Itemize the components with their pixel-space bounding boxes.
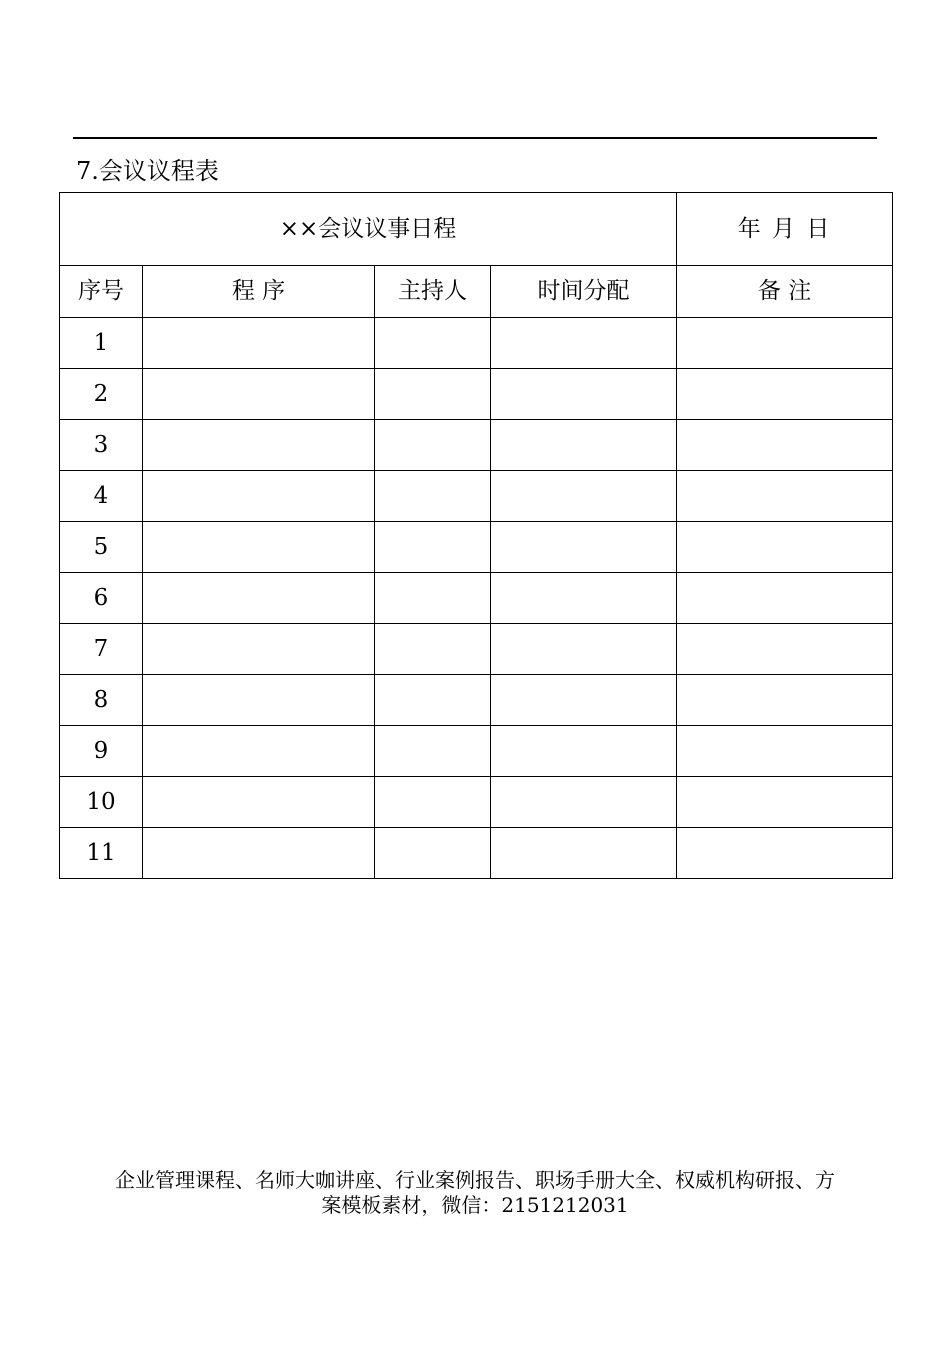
cell-remarks[interactable] xyxy=(677,420,893,471)
cell-host[interactable] xyxy=(375,828,491,879)
cell-seq: 8 xyxy=(60,675,143,726)
cell-time-allocation[interactable] xyxy=(491,624,677,675)
cell-remarks[interactable] xyxy=(677,318,893,369)
header-rule xyxy=(73,137,877,139)
table-row xyxy=(60,777,893,828)
cell-procedure[interactable] xyxy=(143,777,375,828)
cell-remarks[interactable] xyxy=(677,471,893,522)
header-host: 主持人 xyxy=(375,266,491,318)
cell-time-allocation[interactable] xyxy=(491,675,677,726)
cell-seq: 9 xyxy=(60,726,143,777)
table-row xyxy=(60,318,893,369)
cell-time-allocation[interactable] xyxy=(491,777,677,828)
cell-time-allocation[interactable] xyxy=(491,318,677,369)
header-time-allocation: 时间分配 xyxy=(491,266,677,318)
cell-procedure[interactable] xyxy=(143,828,375,879)
cell-host[interactable] xyxy=(375,318,491,369)
cell-host[interactable] xyxy=(375,624,491,675)
cell-seq: 7 xyxy=(60,624,143,675)
cell-seq: 4 xyxy=(60,471,143,522)
cell-host[interactable] xyxy=(375,726,491,777)
footer-line-1: 企业管理课程、名师大咖讲座、行业案例报告、职场手册大全、权威机构研报、方 xyxy=(115,1168,835,1192)
cell-procedure[interactable] xyxy=(143,471,375,522)
header-seq: 序号 xyxy=(60,266,143,318)
cell-host[interactable] xyxy=(375,522,491,573)
cell-remarks[interactable] xyxy=(677,522,893,573)
cell-host[interactable] xyxy=(375,675,491,726)
cell-host[interactable] xyxy=(375,471,491,522)
cell-procedure[interactable] xyxy=(143,675,375,726)
table-header-row xyxy=(60,266,893,318)
cell-seq: 10 xyxy=(60,777,143,828)
date-label: 年 月 日 xyxy=(677,193,893,266)
cell-seq: 11 xyxy=(60,828,143,879)
cell-host[interactable] xyxy=(375,777,491,828)
table-row xyxy=(60,522,893,573)
cell-time-allocation[interactable] xyxy=(491,726,677,777)
table-row xyxy=(60,726,893,777)
cell-seq: 5 xyxy=(60,522,143,573)
cell-host[interactable] xyxy=(375,573,491,624)
cell-time-allocation[interactable] xyxy=(491,369,677,420)
header-remarks: 备 注 xyxy=(677,266,893,318)
cell-time-allocation[interactable] xyxy=(491,828,677,879)
cell-procedure[interactable] xyxy=(143,369,375,420)
table-row xyxy=(60,369,893,420)
cell-procedure[interactable] xyxy=(143,573,375,624)
cell-remarks[interactable] xyxy=(677,828,893,879)
cell-remarks[interactable] xyxy=(677,573,893,624)
header-procedure: 程 序 xyxy=(143,266,375,318)
cell-time-allocation[interactable] xyxy=(491,471,677,522)
cell-remarks[interactable] xyxy=(677,624,893,675)
cell-seq: 6 xyxy=(60,573,143,624)
footer-line-2: 案模板素材，微信：2151212031 xyxy=(321,1193,629,1217)
cell-seq: 3 xyxy=(60,420,143,471)
table-row xyxy=(60,675,893,726)
cell-remarks[interactable] xyxy=(677,675,893,726)
table-title: ××会议议事日程 xyxy=(60,193,677,266)
table-title-row xyxy=(60,193,893,266)
cell-remarks[interactable] xyxy=(677,726,893,777)
cell-procedure[interactable] xyxy=(143,726,375,777)
table-row xyxy=(60,828,893,879)
cell-procedure[interactable] xyxy=(143,522,375,573)
cell-procedure[interactable] xyxy=(143,624,375,675)
table-row xyxy=(60,471,893,522)
cell-procedure[interactable] xyxy=(143,318,375,369)
table-row xyxy=(60,420,893,471)
table-row xyxy=(60,624,893,675)
cell-time-allocation[interactable] xyxy=(491,420,677,471)
cell-remarks[interactable] xyxy=(677,777,893,828)
cell-seq: 2 xyxy=(60,369,143,420)
cell-remarks[interactable] xyxy=(677,369,893,420)
cell-seq: 1 xyxy=(60,318,143,369)
footer-note xyxy=(50,1168,900,1218)
cell-time-allocation[interactable] xyxy=(491,573,677,624)
cell-host[interactable] xyxy=(375,420,491,471)
agenda-table xyxy=(59,192,893,879)
cell-procedure[interactable] xyxy=(143,420,375,471)
table-row xyxy=(60,573,893,624)
section-title: 7.会议议程表 xyxy=(76,157,219,185)
cell-time-allocation[interactable] xyxy=(491,522,677,573)
cell-host[interactable] xyxy=(375,369,491,420)
